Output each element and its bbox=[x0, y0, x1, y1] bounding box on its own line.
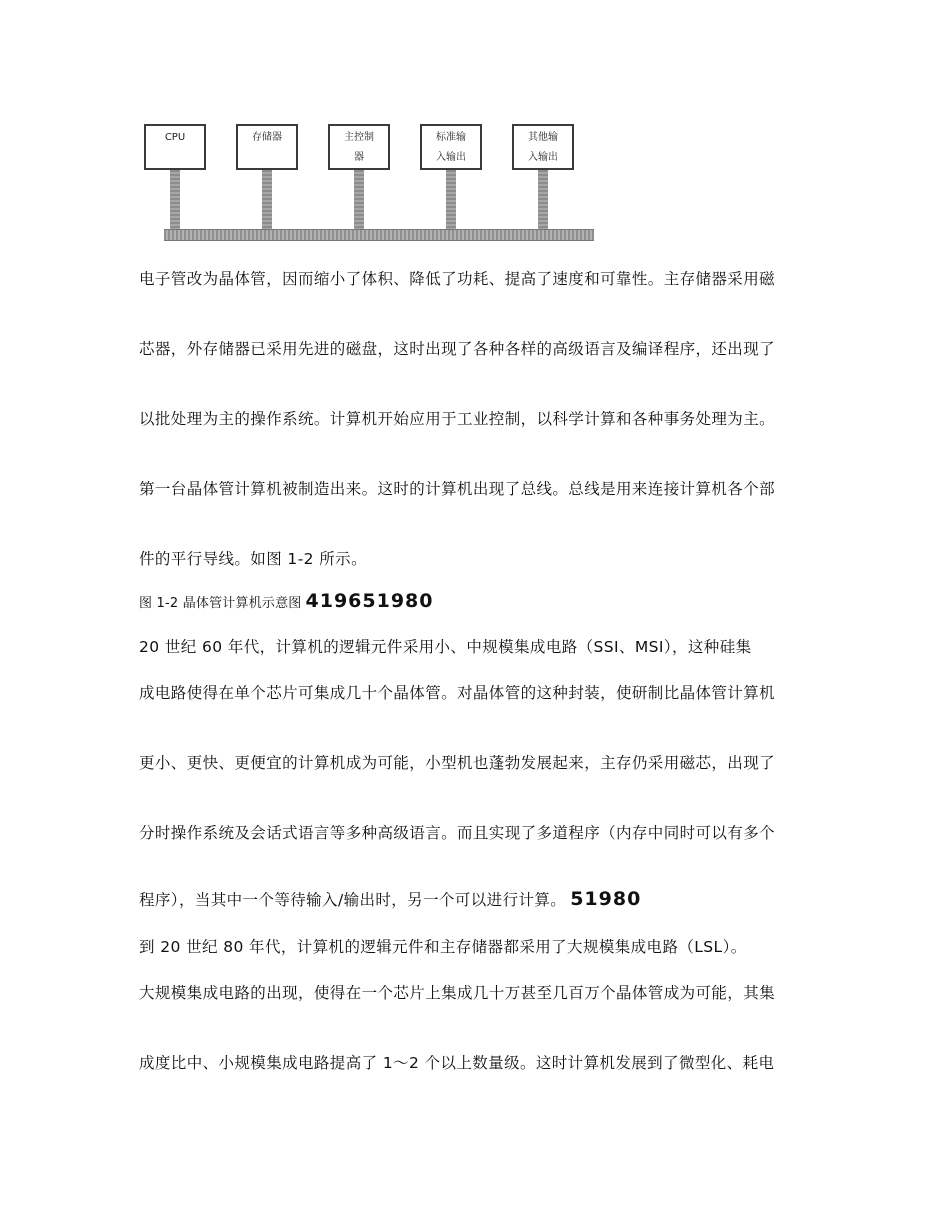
paragraph: 成度比中、小规模集成电路提高了 1～2 个以上数量级。这时计算机发展到了微型化、耗电 bbox=[139, 1054, 775, 1072]
paragraph: 成电路使得在单个芯片可集成几十个晶体管。对晶体管的这种封装，使研制比晶体管计算机 bbox=[139, 684, 776, 702]
paragraph: 分时操作系统及会话式语言等多种高级语言。而且实现了多道程序（内存中同时可以有多个 bbox=[139, 824, 776, 842]
inline-code: 51980 bbox=[570, 888, 642, 910]
caption-code: 419651980 bbox=[305, 590, 434, 612]
paragraph: 电子管改为晶体管，因而缩小了体积、降低了功耗、提高了速度和可靠性。主存储器采用磁 bbox=[139, 270, 776, 288]
diagram-connector bbox=[538, 170, 548, 232]
paragraph-with-code bbox=[139, 886, 811, 914]
diagram-box-label: 存储器 bbox=[252, 132, 282, 143]
paragraph: 更小、更快、更便宜的计算机成为可能，小型机也蓬勃发展起来，主存仍采用磁芯，出现了 bbox=[139, 754, 776, 772]
diagram-box-other-io bbox=[512, 124, 574, 170]
paragraph: 20 世纪 60 年代，计算机的逻辑元件采用小、中规模集成电路（SSI、MSI），这种硅集 bbox=[139, 638, 752, 656]
figure-caption-text: 图 1-2 晶体管计算机示意图 bbox=[139, 596, 302, 611]
paragraph: 芯器，外存储器已采用先进的磁盘，这时出现了各种各样的高级语言及编译程序，还出现了 bbox=[139, 340, 776, 358]
diagram-connector bbox=[446, 170, 456, 232]
diagram-connector bbox=[262, 170, 272, 232]
figure-caption bbox=[139, 588, 811, 617]
diagram-box-cpu bbox=[144, 124, 206, 170]
diagram-box-label: 器 bbox=[354, 152, 364, 163]
diagram-box-label: 标准输 bbox=[436, 132, 466, 143]
paragraph: 件的平行导线。如图 1-2 所示。 bbox=[139, 550, 367, 568]
paragraph: 到 20 世纪 80 年代，计算机的逻辑元件和主存储器都采用了大规模集成电路（LSL）。 bbox=[139, 938, 747, 956]
diagram-box-label: 入输出 bbox=[436, 152, 466, 163]
diagram-box-standard-io bbox=[420, 124, 482, 170]
diagram-box-label: 其他输 bbox=[528, 132, 558, 143]
diagram-box-label: 入输出 bbox=[528, 152, 558, 163]
paragraph: 第一台晶体管计算机被制造出来。这时的计算机出现了总线。总线是用来连接计算机各个部 bbox=[139, 480, 776, 498]
paragraph-text: 程序），当其中一个等待输入/输出时，另一个可以进行计算。 bbox=[139, 891, 567, 909]
diagram-box-memory bbox=[236, 124, 298, 170]
diagram-bus-line bbox=[164, 229, 594, 241]
diagram-box-label: 主控制 bbox=[344, 132, 374, 143]
paragraph: 大规模集成电路的出现，使得在一个芯片上集成几十万甚至几百万个晶体管成为可能，其集 bbox=[139, 984, 776, 1002]
bus-diagram bbox=[138, 118, 598, 248]
diagram-connector bbox=[354, 170, 364, 232]
diagram-box-controller bbox=[328, 124, 390, 170]
paragraph: 以批处理为主的操作系统。计算机开始应用于工业控制，以科学计算和各种事务处理为主。 bbox=[139, 410, 776, 428]
diagram-box-label: CPU bbox=[164, 132, 186, 143]
diagram-connector bbox=[170, 170, 180, 232]
